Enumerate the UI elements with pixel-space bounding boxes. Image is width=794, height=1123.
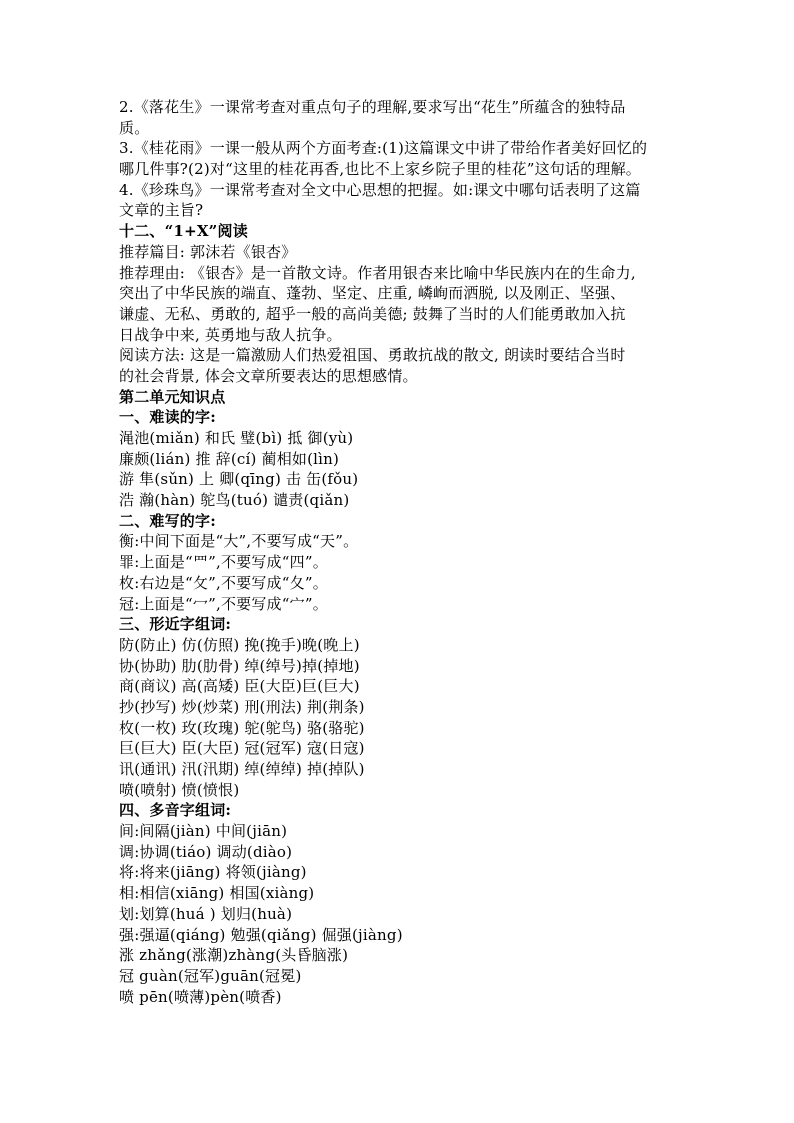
polyphonic-line: 相:相信(xiāng) 相国(xiàng): [119, 884, 315, 903]
recommend-line: 的社会背景, 体会文章所要表达的思想感情。: [119, 366, 418, 385]
similar-chars-line: 讯(通讯) 汛(汛期) 绰(绰绰) 掉(掉队): [119, 760, 365, 778]
recommend-line: 日战争中来, 英勇地与敌人抗争。: [119, 325, 342, 344]
paragraph-line: 2.《落花生》一课常考查对重点句子的理解,要求写出“花生”所蕴含的独特品: [119, 98, 626, 116]
hard-read-line: 浩 瀚(hàn) 鸵鸟(tuó) 谴责(qiǎn): [119, 491, 350, 510]
polyphonic-line: 划:划算(huá ) 划归(huà): [119, 904, 293, 923]
paragraph-line: 文章的主旨?: [119, 201, 204, 220]
polyphonic-line: 将:将来(jiāng) 将领(jiàng): [119, 863, 307, 882]
similar-chars-line: 喷(喷射) 愤(愤恨): [119, 780, 240, 799]
paragraph-line: 4.《珍珠鸟》一课常考查对全文中心思想的把握。如:课文中哪句话表明了这篇: [119, 180, 641, 199]
hard-read-heading: 一、难读的字:: [119, 408, 216, 427]
hard-read-line: 渑池(miǎn) 和氏 璧(bì) 抵 御(yù): [119, 429, 354, 447]
similar-chars-line: 协(协助) 肋(肋骨) 绰(绰号)掉(掉地): [119, 656, 360, 675]
polyphonic-heading: 四、多音字组词:: [119, 801, 232, 820]
document-body: [119, 97, 684, 1007]
similar-chars-line: 巨(巨大) 臣(大臣) 冠(冠军) 寇(日寇): [119, 739, 365, 758]
recommend-line: 谦虚、无私、勇敢的, 超乎一般的高尚美德; 鼓舞了当时的人们能勇敢加入抗: [119, 304, 626, 323]
recommend-line: 阅读方法: 这是一篇激励人们热爱祖国、勇敢抗战的散文, 朗读时要结合当时: [119, 346, 626, 365]
similar-chars-line: 防(防止) 仿(仿照) 挽(挽手)晚(晚上): [119, 635, 360, 654]
hard-write-line: 罪:上面是“罒”,不要写成“四”。: [119, 553, 328, 572]
hard-write-line: 枚:右边是“攵”,不要写成“夂”。: [119, 573, 328, 592]
recommend-line: 推荐理由: 《银杏》是一首散文诗。作者用银杏来比喻中华民族内在的生命力,: [119, 263, 636, 282]
polyphonic-line: 间:间隔(jiàn) 中间(jiān): [119, 822, 288, 841]
hard-write-line: 冠:上面是“冖”,不要写成“宀”。: [119, 594, 328, 613]
recommend-line: 突出了中华民族的端直、蓬勃、坚定、庄重, 嶙峋而洒脱, 以及刚正、坚强、: [119, 284, 626, 303]
similar-chars-line: 枚(一枚) 玫(玫瑰) 鸵(鸵鸟) 骆(骆驼): [119, 718, 365, 737]
hard-write-line: 衡:中间下面是“大”,不要写成“天”。: [119, 532, 359, 551]
polyphonic-line: 调:协调(tiáo) 调动(diào): [119, 842, 293, 861]
section-heading-1plusx: 十二、“1+X”阅读: [119, 222, 248, 241]
recommend-line: 推荐篇目: 郭沫若《银杏》: [119, 242, 297, 261]
similar-chars-line: 商(商议) 高(高矮) 臣(大臣)巨(巨大): [119, 677, 360, 696]
polyphonic-line: 冠 guàn(冠军)guān(冠冕): [119, 966, 302, 985]
similar-chars-heading: 三、形近字组词:: [119, 615, 232, 634]
polyphonic-line: 强:强逼(qiáng) 勉强(qiǎng) 倔强(jiàng): [119, 925, 403, 944]
paragraph-line: 质。: [119, 118, 150, 137]
similar-chars-line: 抄(抄写) 炒(炒菜) 刑(刑法) 荆(荆条): [119, 697, 365, 716]
unit-title: 第二单元知识点: [119, 387, 226, 406]
polyphonic-line: 喷 pēn(喷薄)pèn(喷香): [119, 987, 282, 1006]
paragraph-line: 哪几件事?(2)对“这里的桂花再香,也比不上家乡院子里的桂花”这句话的理解。: [119, 160, 641, 179]
hard-read-line: 游 隼(sǔn) 上 卿(qīng) 击 缶(fǒu): [119, 470, 359, 489]
hard-write-heading: 二、难写的字:: [119, 511, 216, 530]
paragraph-line: 3.《桂花雨》一课一般从两个方面考查:(1)这篇课文中讲了带给作者美好回忆的: [119, 139, 648, 158]
hard-read-line: 廉颇(lián) 推 辞(cí) 蔺相如(lìn): [119, 449, 340, 468]
polyphonic-line: 涨 zhǎng(涨潮)zhàng(头昏脑涨): [119, 946, 349, 965]
